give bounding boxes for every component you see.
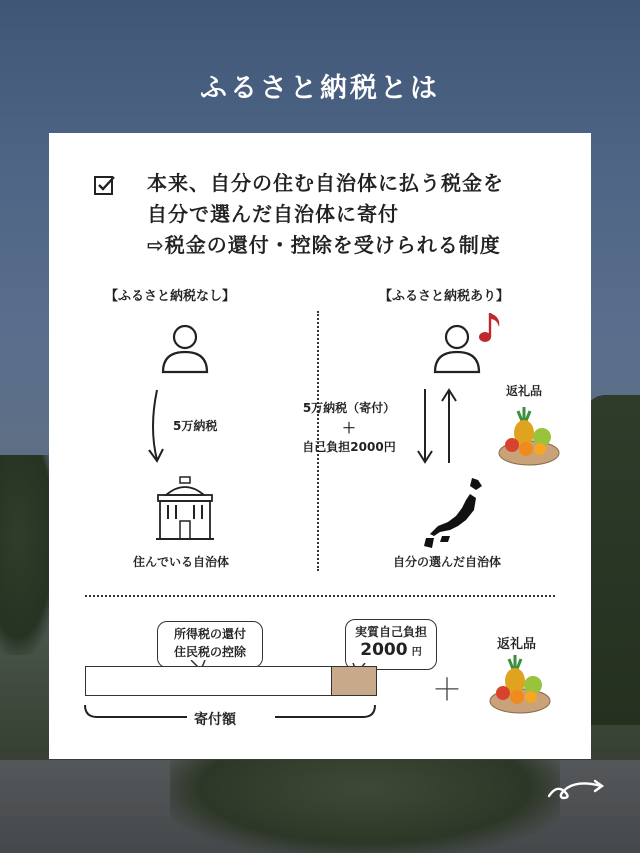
tax-refund-line: 所得税の還付 xyxy=(173,627,246,641)
intro-text xyxy=(147,168,567,261)
self-burden-amount-row xyxy=(346,641,436,662)
gift-label: 返礼品 xyxy=(497,637,537,652)
destination-without: 住んでいる自治体 xyxy=(133,555,230,569)
down-arrow-icon xyxy=(141,388,171,468)
fruit-basket-icon xyxy=(487,651,553,717)
self-burden-title: 実質自己負担 xyxy=(354,625,427,639)
self-burden-amount: 2000 xyxy=(360,640,408,660)
intro-line-3: ⇨税金の還付・控除を受けられる制度 xyxy=(147,233,501,257)
person-icon xyxy=(157,320,213,376)
section-divider xyxy=(85,595,555,597)
donation-bar xyxy=(85,666,377,696)
background-trees-right xyxy=(585,395,640,725)
japan-map-icon xyxy=(420,476,490,554)
tax-amount-label: 5万納税 xyxy=(173,419,218,433)
checkbox-icon xyxy=(93,173,117,197)
resident-tax-line: 住民税の控除 xyxy=(173,645,246,659)
self-burden-segment xyxy=(331,667,376,695)
background-shrubs xyxy=(170,760,560,853)
swipe-arrow-icon xyxy=(545,776,607,804)
gift-label: 返礼品 xyxy=(506,384,543,398)
intro-line-1: 本来、自分の住む自治体に払う税金を xyxy=(147,171,504,195)
plus-label: ＋ xyxy=(342,421,356,437)
fruit-basket-icon xyxy=(496,403,562,469)
destination-with: 自分の選んだ自治体 xyxy=(393,555,502,569)
self-burden-label: 自己負担2000円 xyxy=(302,440,396,454)
info-card xyxy=(49,133,591,759)
page-title: ふるさと納税とは xyxy=(200,73,440,104)
city-hall-icon xyxy=(154,475,216,543)
heading-with: 【ふるさと納税あり】 xyxy=(379,289,510,304)
music-note-icon xyxy=(477,309,507,345)
self-burden-unit: 円 xyxy=(411,647,422,658)
plus-sign: ＋ xyxy=(432,673,462,708)
heading-without: 【ふるさと納税なし】 xyxy=(105,289,236,304)
intro-line-2: 自分で選んだ自治体に寄付 xyxy=(147,202,399,226)
exchange-arrows-icon xyxy=(413,385,463,467)
donation-label: 5万納税（寄付） xyxy=(302,401,396,415)
donation-amount-label: 寄付額 xyxy=(194,712,236,728)
